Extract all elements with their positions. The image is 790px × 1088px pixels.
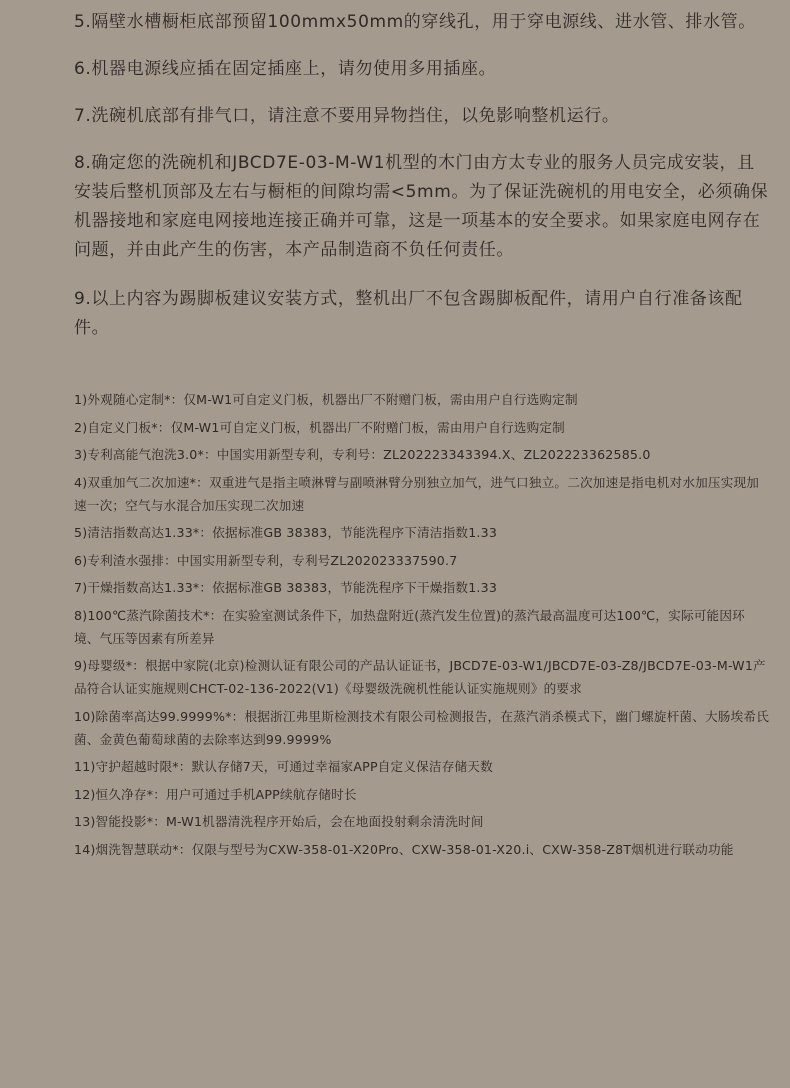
footnotes-list bbox=[74, 388, 770, 861]
instruction-item-7: 7.洗碗机底部有排气口，请注意不要用异物挡住，以免影响整机运行。 bbox=[74, 106, 620, 126]
instruction-item-8: 8.确定您的洗碗机和JBCD7E-03-M-W1机型的木门由方太专业的服务人员完成安装，且安装后整机顶部及左右与橱柜的间隙均需<5mm。为了保证洗碗机的用电安全，必须确保机器接地和家庭电网接地连接正确并可靠，这是一项基本的安全要求。如果家庭电网存在问题，并由此产生的伤害，本产品制造商不负任何责任。 bbox=[74, 153, 769, 260]
instruction-item-6: 6.机器电源线应插在固定插座上，请勿使用多用插座。 bbox=[74, 59, 497, 79]
footnote-11: 11)守护超越时限*：默认存储7天，可通过幸福家APP自定义保洁存储天数 bbox=[74, 759, 493, 774]
footnote-7: 7)干燥指数高达1.33*：依据标准GB 38383，节能洗程序下干燥指数1.33 bbox=[74, 580, 498, 595]
footnote-5: 5)清洁指数高达1.33*：依据标准GB 38383，节能洗程序下清洁指数1.33 bbox=[74, 525, 498, 540]
footnote-4: 4)双重加气二次加速*：双重进气是指主喷淋臂与副喷淋臂分别独立加气，进气口独立。二次加速是指电机对水加压实现加速一次；空气与水混合加压实现二次加速 bbox=[74, 474, 760, 513]
footnote-6: 6)专利渣水强排：中国实用新型专利，专利号ZL202023337590.7 bbox=[74, 552, 458, 568]
footnote-12: 12)恒久净存*：用户可通过手机APP续航存储时长 bbox=[74, 786, 357, 802]
footnote-9: 9)母婴级*：根据中家院(北京)检测认证有限公司的产品认证证书，JBCD7E-03-W1/JBCD7E-03-Z8/JBCD7E-03-M-W1产品符合认证实施规则CHCT-02-136-2022(V1)《母婴级洗碗机性能认证实施规则》的要求 bbox=[74, 658, 766, 696]
footnote-8: 8)100℃蒸汽除菌技术*：在实验室测试条件下，加热盘附近(蒸汽发生位置)的蒸汽最高温度可达100℃，实际可能因环境、气压等因素有所差异 bbox=[74, 607, 745, 646]
footnote-10: 10)除菌率高达99.9999%*：根据浙江弗里斯检测技术有限公司检测报告，在蒸汽消杀模式下，幽门螺旋杆菌、大肠埃希氏菌、金黄色葡萄球菌的去除率达到99.9999% bbox=[74, 708, 769, 747]
footnote-14: 14)烟洗智慧联动*：仅限与型号为CXW-358-01-X20Pro、CXW-358-01-X20.i、CXW-358-Z8T烟机进行联动功能 bbox=[74, 841, 734, 857]
installation-instructions-list bbox=[74, 8, 770, 343]
footnote-13: 13)智能投影*：M-W1机器清洗程序开始后，会在地面投射剩余清洗时间 bbox=[74, 814, 484, 829]
footnote-3: 3)专利高能气泡洗3.0*：中国实用新型专利，专利号：ZL202223343394.X、ZL202223362585.0 bbox=[74, 447, 651, 462]
instruction-item-9: 9.以上内容为踢脚板建议安装方式，整机出厂不包含踢脚板配件，请用户自行准备该配件。 bbox=[74, 289, 743, 338]
instruction-item-5: 5.隔壁水槽橱柜底部预留100mmx50mm的穿线孔，用于穿电源线、进水管、排水管。 bbox=[74, 12, 756, 32]
footnote-2: 2)自定义门板*：仅M-W1可自定义门板，机器出厂不附赠门板，需由用户自行选购定制 bbox=[74, 419, 565, 435]
footnote-1: 1)外观随心定制*：仅M-W1可自定义门板，机器出厂不附赠门板，需由用户自行选购定制 bbox=[74, 392, 578, 407]
